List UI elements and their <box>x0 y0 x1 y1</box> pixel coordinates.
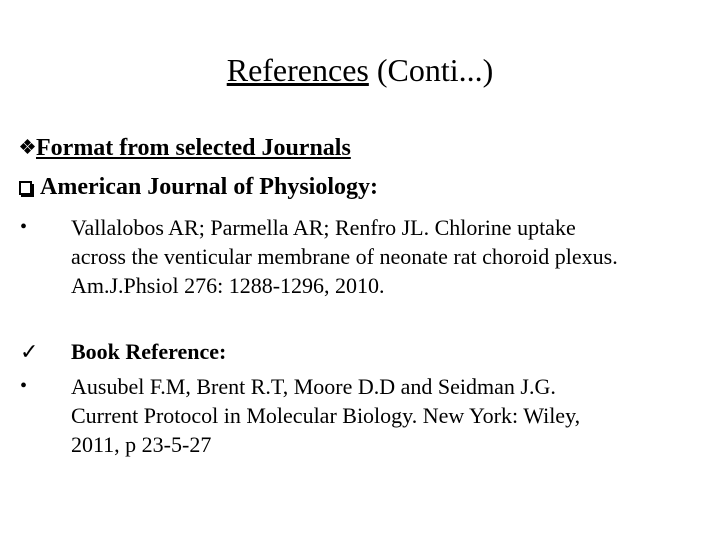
book-ref-line-1: Ausubel F.M, Brent R.T, Moore D.D and Seidman J.G. <box>71 374 556 399</box>
heading-book-reference <box>20 337 226 368</box>
diamond-bullet-icon <box>19 133 36 163</box>
heading-format-journals <box>19 133 351 163</box>
book-reference-text <box>71 372 711 459</box>
book-ref-line-2: Current Protocol in Molecular Biology. New York: Wiley, <box>71 403 581 428</box>
journal-ref-line-2: across the venticular membrane of neonate rat choroid plexus. <box>71 244 618 269</box>
journal-reference <box>20 213 710 303</box>
title-main: References <box>226 52 369 88</box>
book-reference <box>20 372 710 462</box>
check-mark-icon: ✓ <box>20 340 39 365</box>
journal-ref-line-1: Vallalobos AR; Parmella AR; Renfro JL. Chlorine uptake <box>71 215 576 240</box>
heading-format-journals-label: Format from selected Journals <box>36 135 351 161</box>
square-bullet-icon <box>19 181 32 195</box>
heading-american-journal <box>19 172 378 202</box>
heading-book-reference-label: Book Reference: <box>71 339 227 364</box>
heading-american-journal-label: American Journal of Physiology: <box>40 174 378 200</box>
title-suffix: (Conti...) <box>368 52 494 88</box>
bullet-dot-icon: • <box>20 216 28 238</box>
journal-reference-text <box>71 213 711 300</box>
book-ref-line-3: 2011, p 23-5-27 <box>71 432 212 457</box>
slide-title <box>0 50 720 90</box>
journal-ref-line-3: Am.J.Phsiol 276: 1288-1296, 2010. <box>71 273 385 298</box>
bullet-dot-icon: • <box>20 375 28 397</box>
